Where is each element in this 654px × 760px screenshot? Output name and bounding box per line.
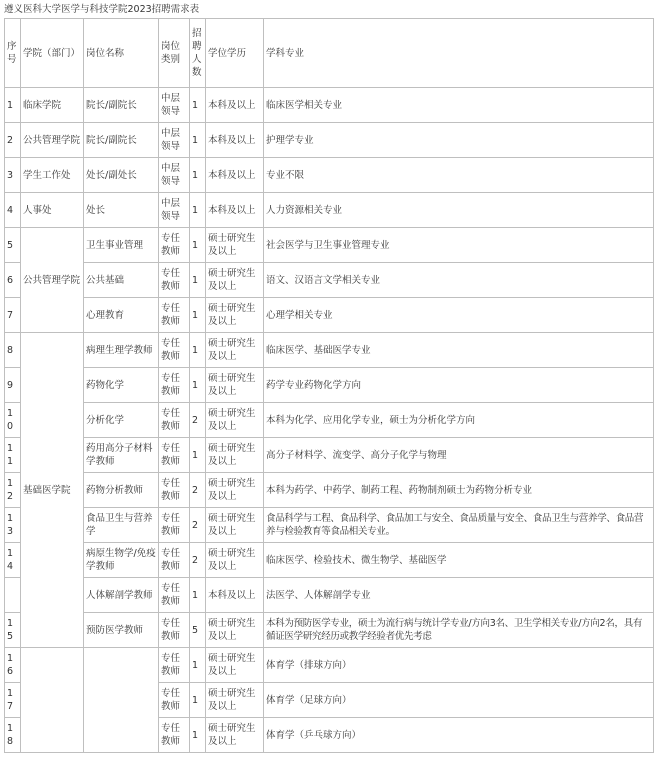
cell-degree: 本科及以上	[206, 88, 264, 123]
cell-degree: 硕士研究生及以上	[206, 403, 264, 438]
table-row	[5, 648, 654, 683]
cell-count: 1	[190, 123, 206, 158]
cell-seq: 13	[5, 508, 21, 543]
cell-seq: 16	[5, 648, 21, 683]
cell-degree: 硕士研究生及以上	[206, 333, 264, 368]
cell-college: 基础医学院	[21, 333, 84, 648]
cell-count: 1	[190, 88, 206, 123]
cell-category: 专任教师	[159, 578, 190, 613]
cell-category: 中层领导	[159, 123, 190, 158]
cell-degree: 硕士研究生及以上	[206, 683, 264, 718]
cell-count: 1	[190, 193, 206, 228]
cell-seq: 10	[5, 403, 21, 438]
cell-category: 专任教师	[159, 473, 190, 508]
cell-seq	[5, 578, 21, 613]
cell-college: 人事处	[21, 193, 84, 228]
cell-post: 预防医学教师	[84, 613, 159, 648]
cell-degree: 硕士研究生及以上	[206, 368, 264, 403]
cell-count: 1	[190, 438, 206, 473]
cell-degree: 本科及以上	[206, 123, 264, 158]
table-row	[5, 263, 654, 298]
table-row	[5, 403, 654, 438]
cell-degree: 本科及以上	[206, 578, 264, 613]
cell-major: 法医学、人体解剖学专业	[264, 578, 654, 613]
cell-post: 食品卫生与营养学	[84, 508, 159, 543]
cell-major: 体育学（排球方向）	[264, 648, 654, 683]
cell-post: 病原生物学/免疫学教师	[84, 543, 159, 578]
sheet-title: 遵义医科大学医学与科技学院2023招聘需求表	[4, 4, 200, 15]
cell-college: 临床学院	[21, 88, 84, 123]
table-row	[5, 333, 654, 368]
cell-count: 2	[190, 508, 206, 543]
cell-seq: 7	[5, 298, 21, 333]
header-degree: 学位学历	[206, 19, 264, 88]
cell-count: 1	[190, 333, 206, 368]
cell-post: 心理教育	[84, 298, 159, 333]
cell-post: 处长/副处长	[84, 158, 159, 193]
cell-count: 2	[190, 403, 206, 438]
cell-count: 1	[190, 578, 206, 613]
cell-major: 药学专业药物化学方向	[264, 368, 654, 403]
cell-degree: 硕士研究生及以上	[206, 543, 264, 578]
cell-post: 处长	[84, 193, 159, 228]
cell-major: 高分子材料学、流变学、高分子化学与物理	[264, 438, 654, 473]
cell-seq: 15	[5, 613, 21, 648]
cell-degree: 硕士研究生及以上	[206, 298, 264, 333]
cell-major: 本科为预防医学专业，硕士为流行病与统计学专业/方向3名、卫生学相关专业/方向2名，具有循证医学研究经历或教学经验者优先考虑	[264, 613, 654, 648]
cell-degree: 硕士研究生及以上	[206, 648, 264, 683]
cell-college: 公共管理学院	[21, 123, 84, 158]
cell-major: 体育学（足球方向）	[264, 683, 654, 718]
cell-degree: 硕士研究生及以上	[206, 438, 264, 473]
cell-seq: 11	[5, 438, 21, 473]
cell-degree: 本科及以上	[206, 193, 264, 228]
cell-count: 1	[190, 648, 206, 683]
cell-category: 专任教师	[159, 298, 190, 333]
cell-category: 中层领导	[159, 193, 190, 228]
cell-count: 1	[190, 718, 206, 753]
cell-major: 临床医学、检验技术、微生物学、基础医学	[264, 543, 654, 578]
table-row	[5, 298, 654, 333]
cell-college: 学生工作处	[21, 158, 84, 193]
cell-college	[21, 648, 84, 753]
cell-post: 分析化学	[84, 403, 159, 438]
cell-major: 护理学专业	[264, 123, 654, 158]
cell-major: 专业不限	[264, 158, 654, 193]
cell-category: 专任教师	[159, 683, 190, 718]
table-row	[5, 578, 654, 613]
header-seq: 序号	[5, 19, 21, 88]
header-category: 岗位类别	[159, 19, 190, 88]
cell-major: 社会医学与卫生事业管理专业	[264, 228, 654, 263]
cell-category: 专任教师	[159, 508, 190, 543]
cell-seq: 1	[5, 88, 21, 123]
cell-category: 专任教师	[159, 648, 190, 683]
header-row	[5, 19, 654, 88]
cell-count: 2	[190, 473, 206, 508]
cell-post: 药物分析教师	[84, 473, 159, 508]
table-row	[5, 543, 654, 578]
cell-category: 中层领导	[159, 158, 190, 193]
cell-count: 1	[190, 228, 206, 263]
cell-count: 1	[190, 368, 206, 403]
table-row	[5, 123, 654, 158]
cell-major: 体育学（乒乓球方向）	[264, 718, 654, 753]
cell-category: 专任教师	[159, 228, 190, 263]
cell-category: 中层领导	[159, 88, 190, 123]
cell-category: 专任教师	[159, 543, 190, 578]
cell-count: 1	[190, 683, 206, 718]
table-row	[5, 438, 654, 473]
cell-post: 公共基础	[84, 263, 159, 298]
cell-college: 公共管理学院	[21, 228, 84, 333]
table-row	[5, 88, 654, 123]
cell-count: 1	[190, 298, 206, 333]
cell-seq: 18	[5, 718, 21, 753]
cell-category: 专任教师	[159, 718, 190, 753]
table-row	[5, 508, 654, 543]
header-post: 岗位名称	[84, 19, 159, 88]
cell-major: 临床医学、基础医学专业	[264, 333, 654, 368]
cell-category: 专任教师	[159, 403, 190, 438]
cell-seq: 8	[5, 333, 21, 368]
cell-degree: 硕士研究生及以上	[206, 718, 264, 753]
cell-count: 2	[190, 543, 206, 578]
cell-category: 专任教师	[159, 368, 190, 403]
cell-seq: 14	[5, 543, 21, 578]
cell-seq: 4	[5, 193, 21, 228]
cell-major: 人力资源相关专业	[264, 193, 654, 228]
cell-seq: 6	[5, 263, 21, 298]
cell-degree: 硕士研究生及以上	[206, 473, 264, 508]
cell-major: 临床医学相关专业	[264, 88, 654, 123]
table-row	[5, 473, 654, 508]
cell-major: 食品科学与工程、食品科学、食品加工与安全、食品质量与安全、食品卫生与营养学、食品营养与检验教育等食品相关专业。	[264, 508, 654, 543]
header-college: 学院（部门）	[21, 19, 84, 88]
cell-major: 本科为化学、应用化学专业，硕士为分析化学方向	[264, 403, 654, 438]
table-row	[5, 613, 654, 648]
cell-post: 院长/副院长	[84, 88, 159, 123]
cell-major: 心理学相关专业	[264, 298, 654, 333]
cell-count: 5	[190, 613, 206, 648]
cell-major: 语文、汉语言文学相关专业	[264, 263, 654, 298]
cell-post: 卫生事业管理	[84, 228, 159, 263]
recruitment-table	[4, 18, 654, 753]
cell-seq: 12	[5, 473, 21, 508]
cell-degree: 硕士研究生及以上	[206, 263, 264, 298]
cell-category: 专任教师	[159, 613, 190, 648]
cell-degree: 本科及以上	[206, 158, 264, 193]
cell-seq: 5	[5, 228, 21, 263]
table-row	[5, 158, 654, 193]
cell-seq: 9	[5, 368, 21, 403]
cell-category: 专任教师	[159, 438, 190, 473]
cell-category: 专任教师	[159, 263, 190, 298]
table-row	[5, 368, 654, 403]
cell-seq: 17	[5, 683, 21, 718]
cell-seq: 2	[5, 123, 21, 158]
cell-category: 专任教师	[159, 333, 190, 368]
cell-degree: 硕士研究生及以上	[206, 613, 264, 648]
cell-degree: 硕士研究生及以上	[206, 228, 264, 263]
cell-post: 人体解剖学教师	[84, 578, 159, 613]
cell-post: 病理生理学教师	[84, 333, 159, 368]
cell-major: 本科为药学、中药学、制药工程、药物制剂硕士为药物分析专业	[264, 473, 654, 508]
cell-seq: 3	[5, 158, 21, 193]
cell-post	[84, 648, 159, 753]
header-major: 学科专业	[264, 19, 654, 88]
cell-count: 1	[190, 263, 206, 298]
header-count: 招聘人数	[190, 19, 206, 88]
cell-degree: 硕士研究生及以上	[206, 508, 264, 543]
cell-post: 院长/副院长	[84, 123, 159, 158]
table-row	[5, 228, 654, 263]
cell-post: 药用高分子材料学教师	[84, 438, 159, 473]
cell-post: 药物化学	[84, 368, 159, 403]
table-row	[5, 193, 654, 228]
cell-count: 1	[190, 158, 206, 193]
